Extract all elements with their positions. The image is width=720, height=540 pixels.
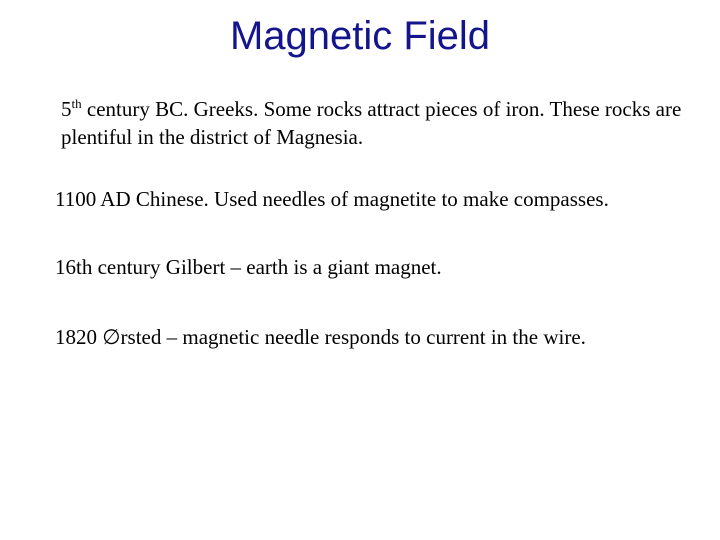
paragraph-greeks-text: century BC. Greeks. Some rocks attract pieces of iron. These rocks are plentiful in the district of Magnesia. [61,97,682,149]
paragraph-gilbert: 16th century Gilbert – earth is a giant magnet. [55,255,442,279]
paragraph-chinese: 1100 AD Chinese. Used needles of magnetite to make compasses. [55,187,609,211]
paragraph-greeks [61,95,701,151]
slide-title: Magnetic Field [229,14,491,58]
century-ordinal: th [71,96,82,111]
century-number: 5 [61,97,72,121]
paragraph-orsted: 1820 ∅rsted – magnetic needle responds to current in the wire. [55,325,586,349]
